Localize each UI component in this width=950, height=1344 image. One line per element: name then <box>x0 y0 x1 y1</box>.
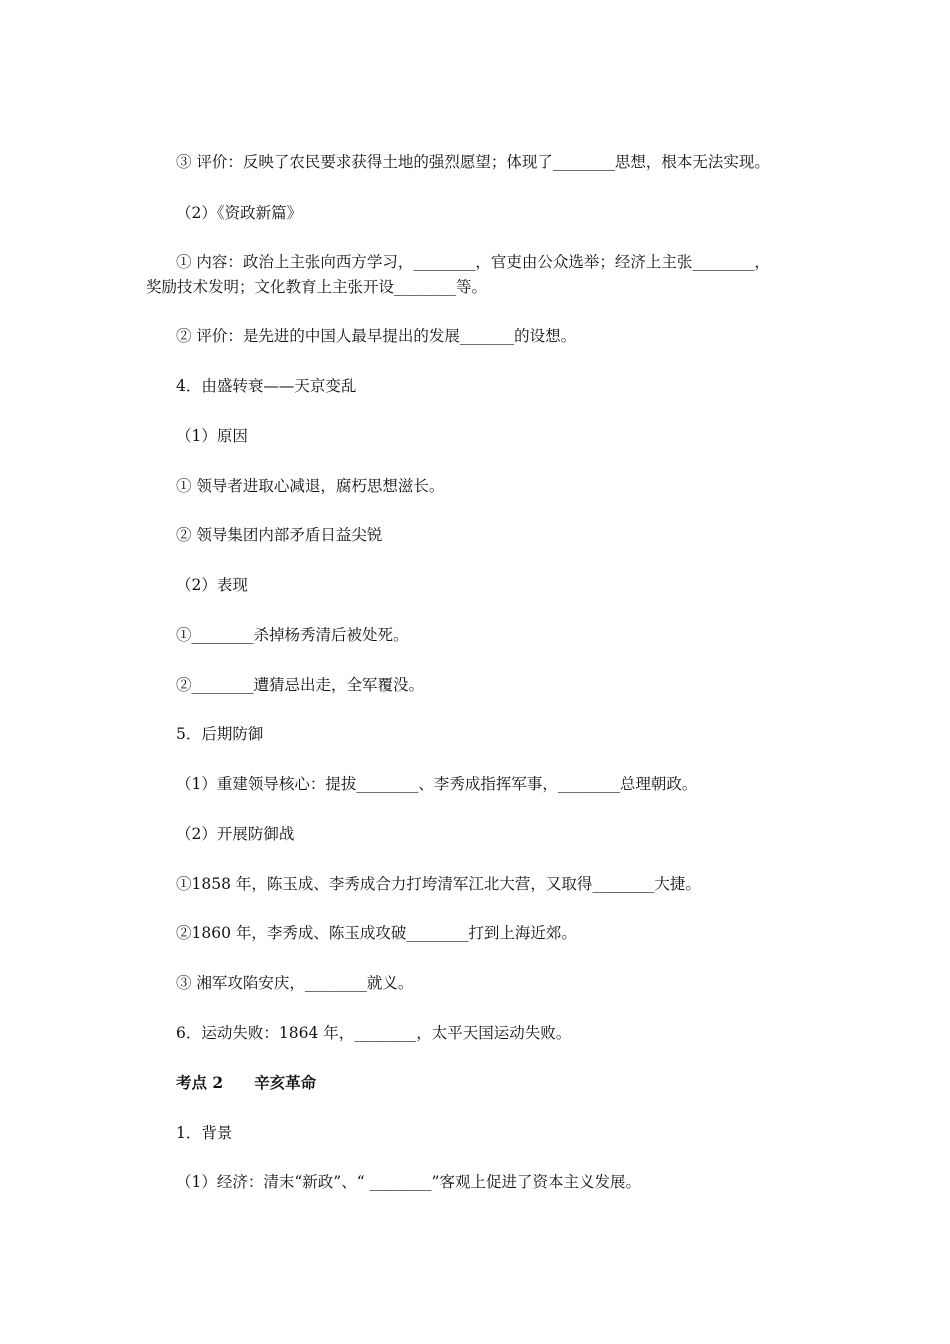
section-heading: 5．后期防御 <box>176 725 264 743</box>
text-line: ③ 评价：反映了农民要求获得土地的强烈愿望；体现了________思想，根本无法实现。 <box>176 153 770 171</box>
chapter-heading: 考点 2 辛亥革命 <box>176 1073 317 1092</box>
section-heading: （2）《资政新篇》 <box>176 204 303 222</box>
text-line: ① 领导者进取心减退，腐朽思想滋长。 <box>176 477 445 495</box>
text-line: （1）经济：清末“新政”、“ ________”客观上促进了资本主义发展。 <box>176 1173 641 1191</box>
text-line: （1）重建领导核心：提拔________、李秀成指挥军事，________总理朝政。 <box>176 775 698 793</box>
text-line: 6．运动失败：1864 年，________，太平天国运动失败。 <box>176 1024 572 1042</box>
section-heading: （2）开展防御战 <box>176 825 295 843</box>
text-line: ② 领导集团内部矛盾日益尖锐 <box>176 526 383 544</box>
text-line: ① 内容：政治上主张向西方学习，________，官吏由公众选举；经济上主张________， <box>176 253 770 271</box>
text-line: ③ 湘军攻陷安庆，________就义。 <box>176 974 414 992</box>
text-line: ②________遭猜忌出走，全军覆没。 <box>176 676 425 694</box>
section-heading: （2）表现 <box>176 576 248 594</box>
text-line: ② 评价：是先进的中国人最早提出的发展_______的设想。 <box>176 327 577 345</box>
text-line: ①1858 年，陈玉成、李秀成合力打垮清军江北大营，又取得________大捷。 <box>176 875 701 893</box>
text-line: ①________杀掉杨秀清后被处死。 <box>176 626 409 644</box>
section-heading: （1）原因 <box>176 427 248 445</box>
section-heading: 1．背景 <box>176 1124 233 1142</box>
section-heading: 4．由盛转衰——天京变乱 <box>176 377 357 395</box>
text-line: ②1860 年，李秀成、陈玉成攻破________打到上海近郊。 <box>176 924 577 942</box>
text-line: 奖励技术发明；文化教育上主张开设________等。 <box>146 278 488 296</box>
